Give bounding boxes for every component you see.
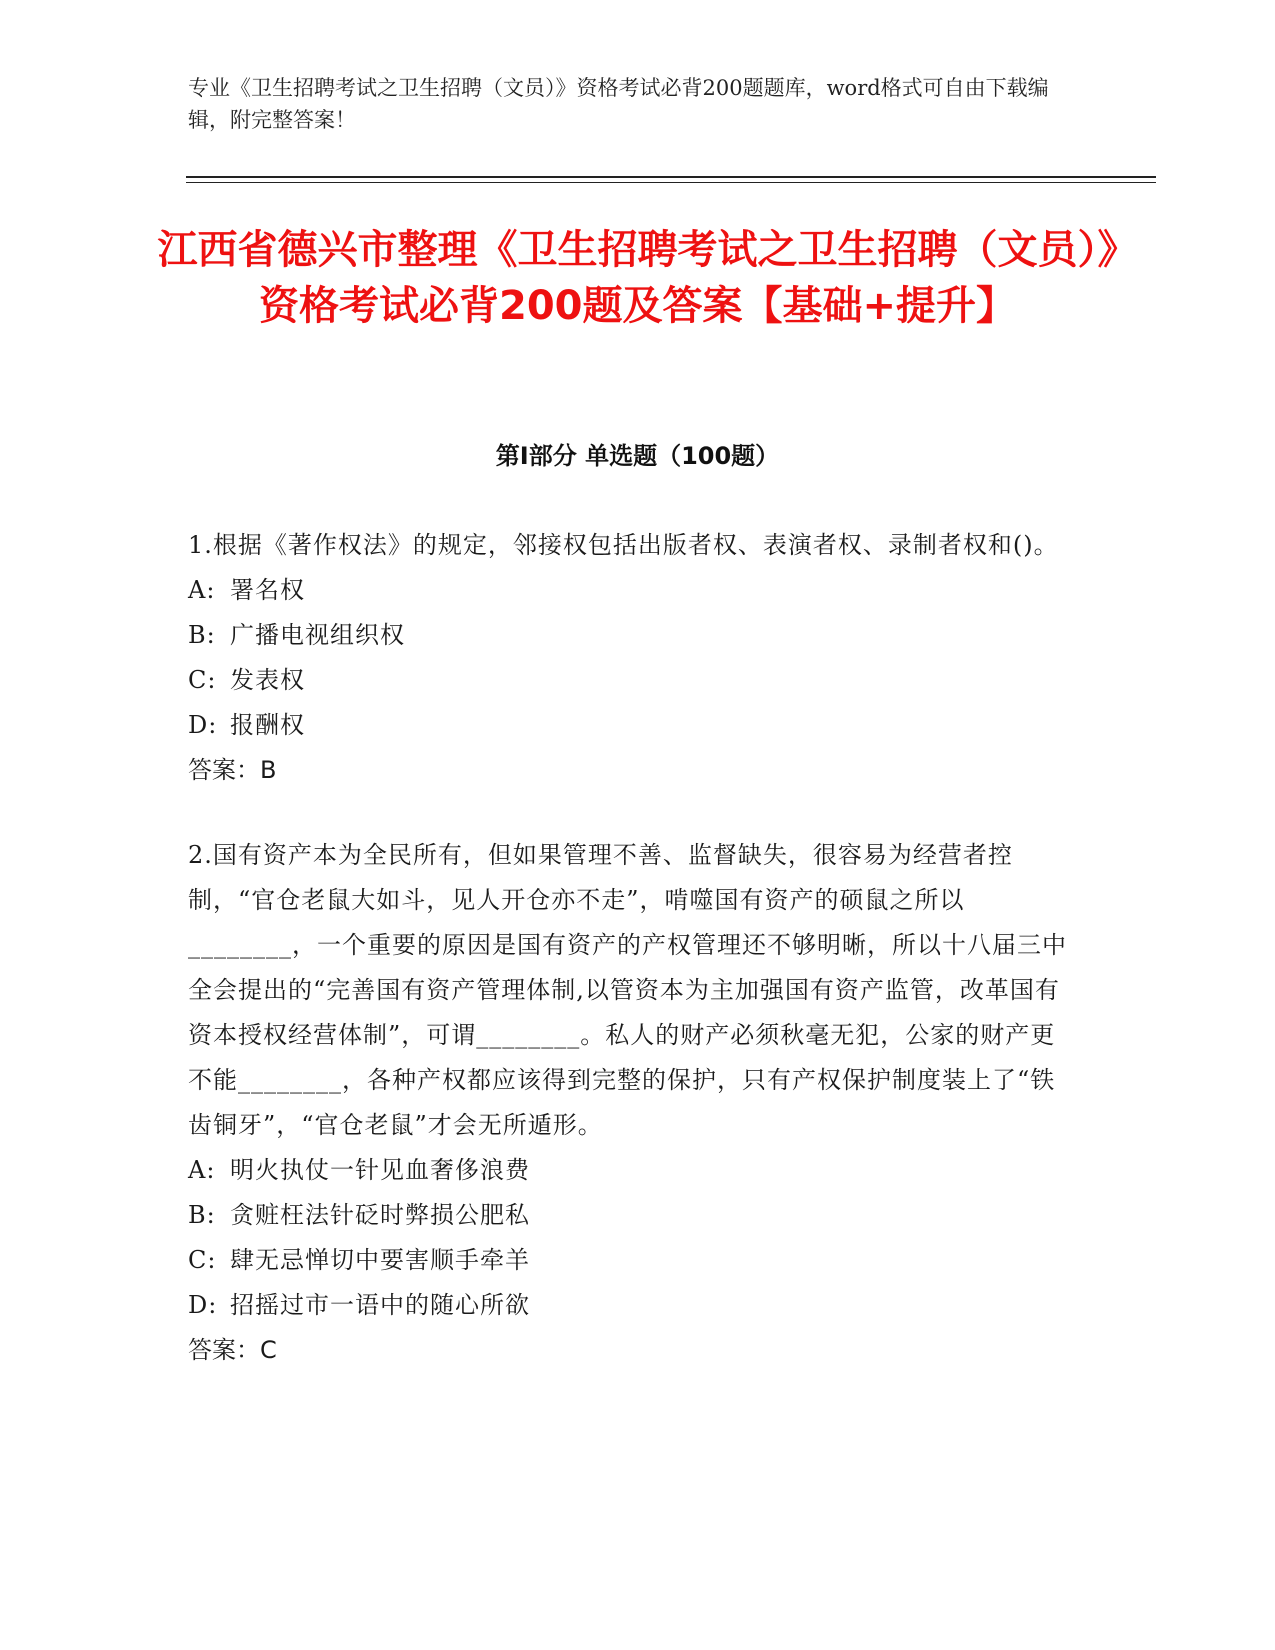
option-letter: A: [188, 576, 216, 604]
option-c [188, 1238, 1068, 1283]
option-text: 广播电视组织权 [230, 621, 405, 649]
question-stem: 1.根据《著作权法》的规定，邻接权包括出版者权、表演者权、录制者权和()。 [188, 531, 1059, 559]
option-letter: C: [188, 666, 217, 694]
option-letter: B: [188, 1201, 216, 1229]
header-rule-thick [186, 176, 1156, 178]
answer-line: 答案：C [188, 1336, 277, 1364]
option-b [188, 613, 1068, 658]
option-text: 报酬权 [230, 711, 305, 739]
option-c [188, 658, 1068, 703]
option-letter: C: [188, 1246, 217, 1274]
option-text: 明火执仗一针见血奢侈浪费 [230, 1156, 530, 1184]
header-note: 专业《卫生招聘考试之卫生招聘（文员）》资格考试必背200题题库，word格式可自由下载编辑，附完整答案！ [188, 76, 1049, 132]
option-a [188, 568, 1068, 613]
question-2 [188, 833, 1068, 1373]
question-list [188, 523, 1068, 1413]
section-title: 第Ⅰ部分 单选题（100题） [495, 442, 780, 470]
option-letter: B: [188, 621, 216, 649]
option-text: 发表权 [230, 666, 305, 694]
option-letter: D: [188, 711, 218, 739]
question-1 [188, 523, 1068, 793]
option-a [188, 1148, 1068, 1193]
answer-line: 答案：B [188, 756, 277, 784]
option-text: 贪赃枉法针砭时弊损公肥私 [230, 1201, 530, 1229]
option-text: 招摇过市一语中的随心所欲 [230, 1291, 530, 1319]
question-stem: 2.国有资产本为全民所有，但如果管理不善、监督缺失，很容易为经营者控制，“官仓老鼠大如斗，见人开仓亦不走”，啃噬国有资产的硕鼠之所以________，一个重要的原因是国有资产的产权管理还不够明晰，所以十八届三中全会提出的“完善国有资产管理体制,以管资本为主加强国有资产监管，改革国有资本授权经营体制”，可谓________。私人的财产必须秋毫无犯，公家的财产更不能________，各种产权都应该得到完整的保护，只有产权保护制度装上了“铁齿铜牙”，“官仓老鼠”才会无所遁形。 [188, 841, 1067, 1139]
option-letter: D: [188, 1291, 218, 1319]
option-d [188, 1283, 1068, 1328]
option-text: 肆无忌惮切中要害顺手牵羊 [230, 1246, 530, 1274]
header-rule-thin [186, 182, 1156, 183]
option-text: 署名权 [230, 576, 305, 604]
document-title: 江西省德兴市整理《卫生招聘考试之卫生招聘（文员）》资格考试必背200题及答案【基础+提升】 [157, 227, 1118, 329]
option-b [188, 1193, 1068, 1238]
option-letter: A: [188, 1156, 216, 1184]
option-d [188, 703, 1068, 748]
